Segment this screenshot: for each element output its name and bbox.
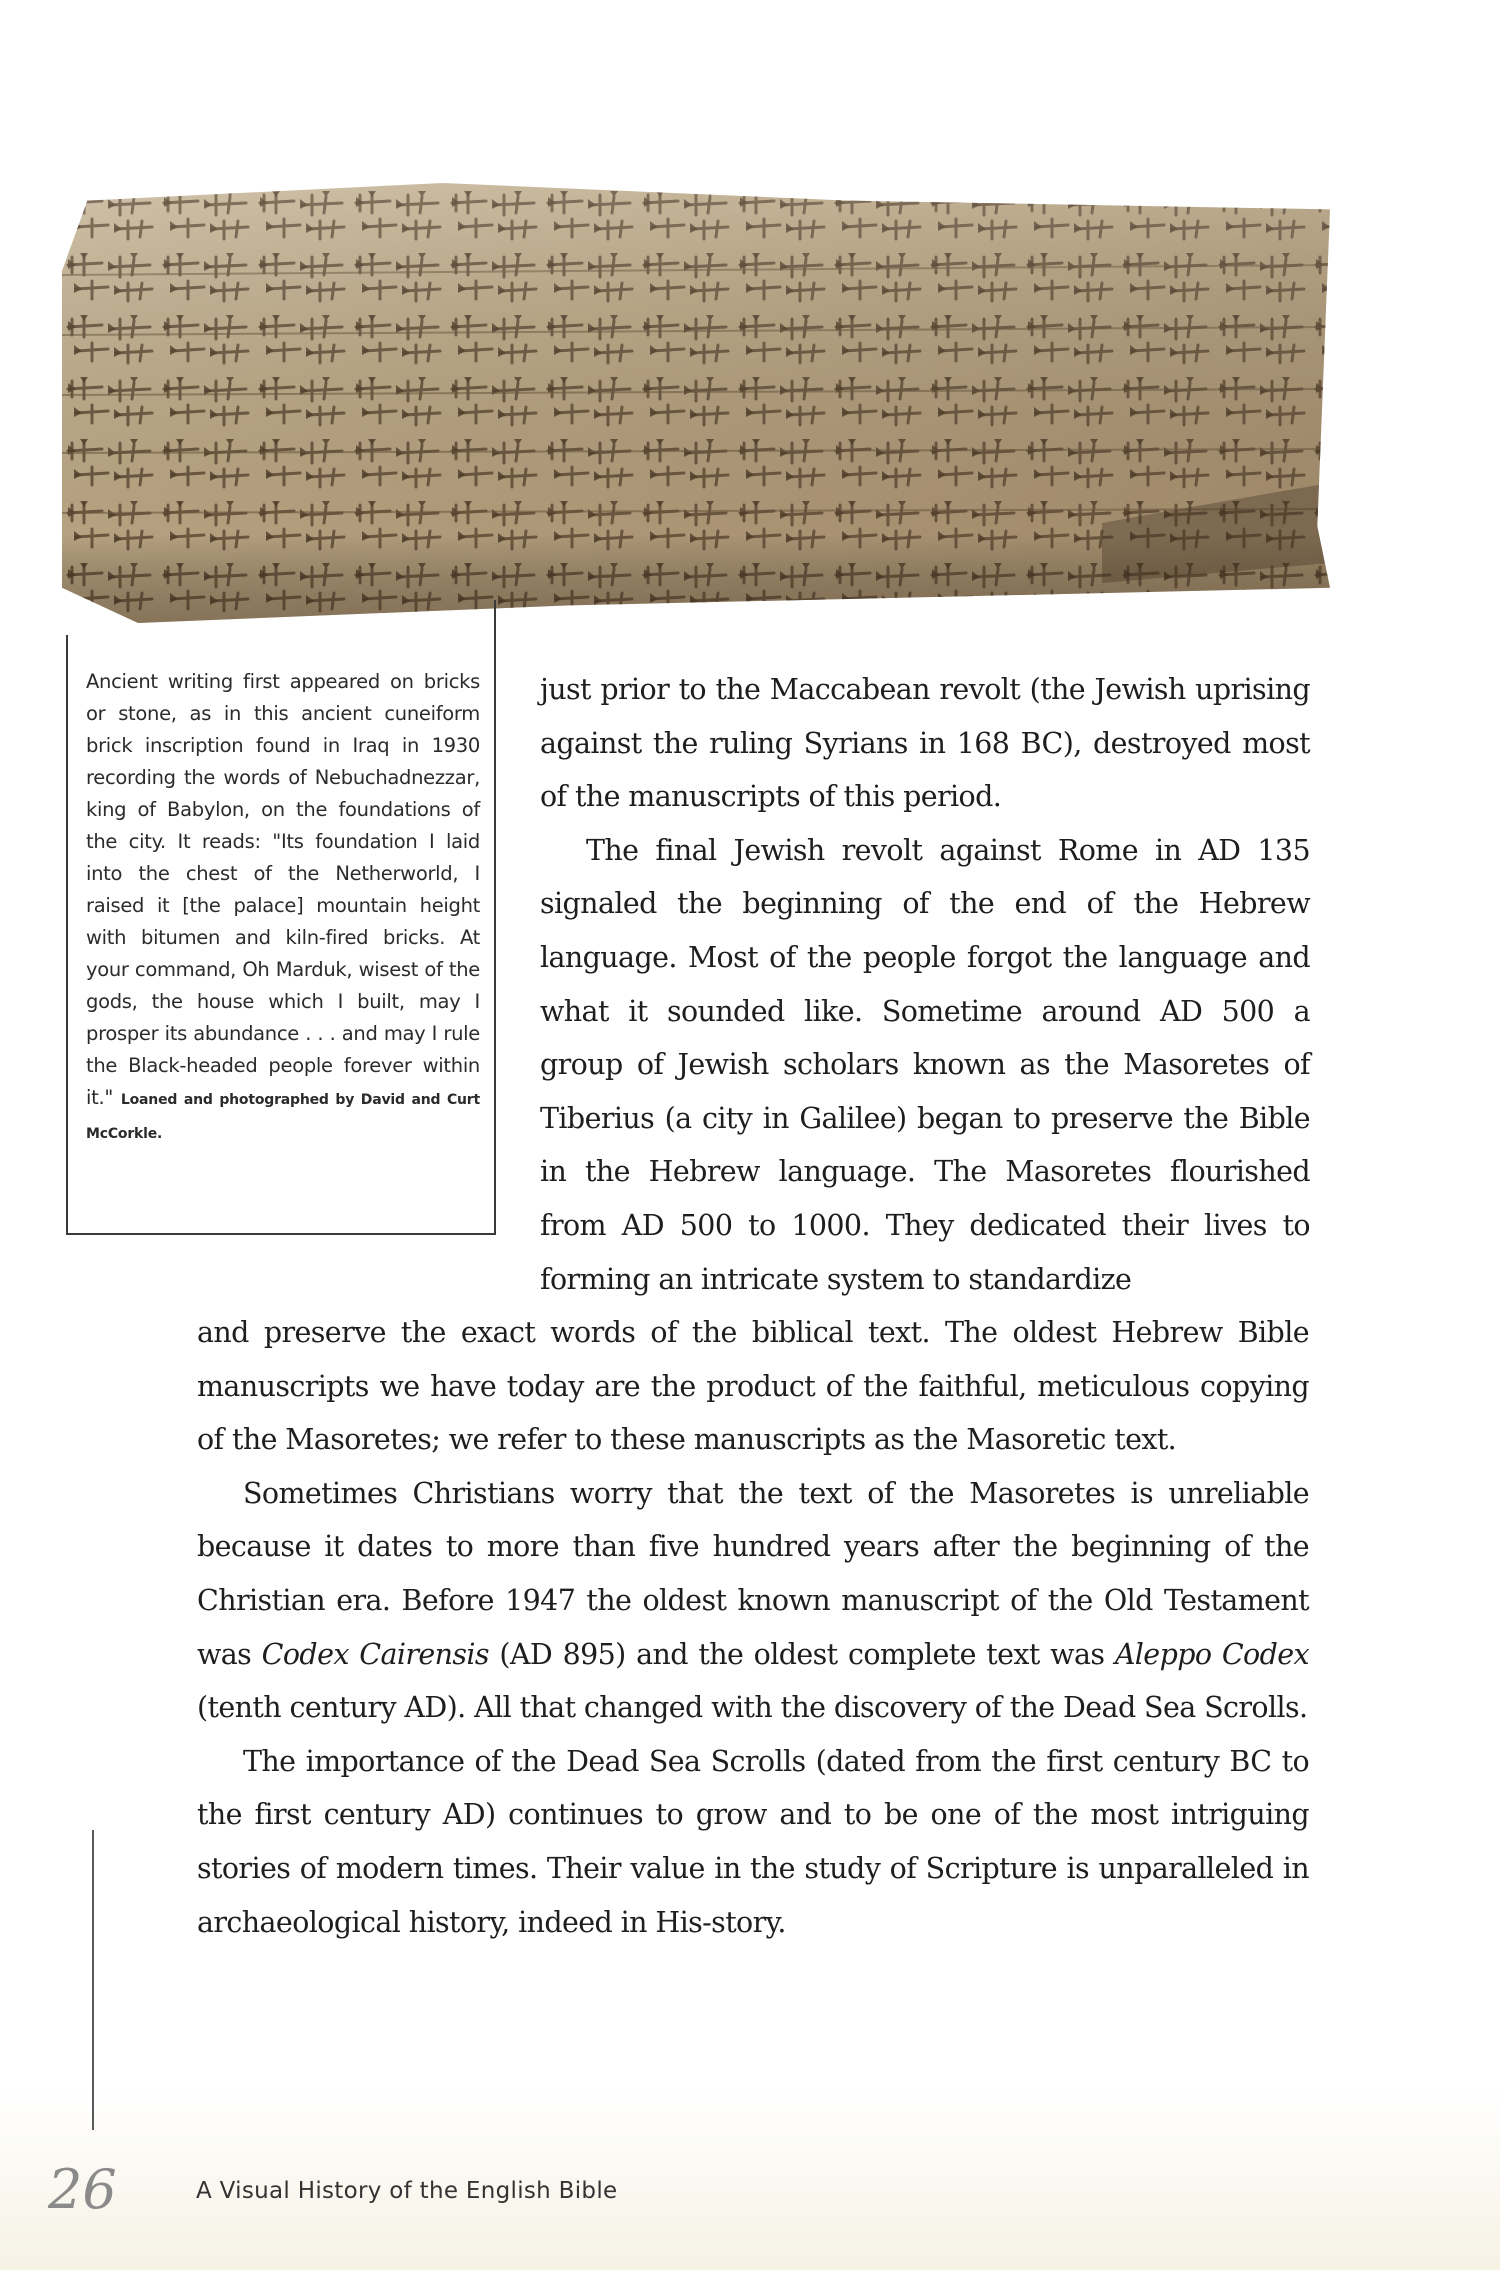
paragraph-2-part-a: The final Jewish revolt against Rome in AD 135 signaled the beginning of the end of the Hebrew language. Most of the people forgot the language and what it sounded like. Sometime around AD 500 a group of Jewish scholars known as the Masoretes of Tiberius (a city in Galilee) began to preserve the Bible in the Hebrew language. The Masoretes flourished from AD 500 to 1000. They dedicated their lives to forming an intricate system to standardize xyxy=(540,833,1310,1296)
paragraph-3 xyxy=(197,1467,1309,1735)
paragraph-3-text-a: Sometimes Christians worry that the text of the Masoretes is unreliable because it dates to more than five hundred years after the beginning of the Christian era. Before 1947 the oldest known manuscript of the Old Testament was xyxy=(197,1476,1309,1671)
cuneiform-brick-photo xyxy=(62,183,1330,623)
running-title: A Visual History of the English Bible xyxy=(196,2178,618,2204)
figure-caption xyxy=(86,666,480,1150)
text-column-right xyxy=(540,663,1310,1306)
page-number: 26 xyxy=(48,2158,117,2221)
aleppo-codex: Aleppo Codex xyxy=(1114,1637,1310,1671)
text-column-full xyxy=(197,1306,1309,1949)
paragraph-4: The importance of the Dead Sea Scrolls (dated from the first century BC to the first century AD) continues to grow and to be one of the most intriguing stories of modern times. Their value in the study of Scripture is unparalleled in archaeological history, indeed in His-story. xyxy=(197,1744,1309,1939)
caption-body: Ancient writing first appeared on bricks or stone, as in this ancient cuneiform brick inscription found in Iraq in 1930 recording the words of Nebuchadnezzar, king of Babylon, on the foundations of the city. It reads: "Its foundation I laid into the chest of the Netherworld, I raised it [the palace] mountain height with bitumen and kiln-fired bricks. At your command, Oh Marduk, wisest of the gods, the house which I built, may I prosper its abundance . . . and may I rule the Black-headed people forever within it." xyxy=(86,670,480,1109)
paragraph-1: just prior to the Maccabean revolt (the Jewish uprising against the ruling Syrians in 168 BC), destroyed most of the manuscripts of this period. xyxy=(540,673,1310,814)
codex-cairensis: Codex Cairensis xyxy=(261,1637,489,1671)
paragraph-3-text-c: (tenth century AD). All that changed with the discovery of the Dead Sea Scrolls. xyxy=(197,1691,1308,1725)
paragraph-3-text-b: (AD 895) and the oldest complete text was xyxy=(488,1637,1115,1671)
caption-credit: Loaned and photographed by David and Curt McCorkle. xyxy=(86,1092,480,1142)
paragraph-2-part-b: and preserve the exact words of the biblical text. The oldest Hebrew Bible manuscripts we have today are the product of the faithful, meticulous copying of the Masoretes; we refer to these manuscripts as the Masoretic text. xyxy=(197,1316,1309,1457)
margin-rule xyxy=(92,1830,94,2130)
